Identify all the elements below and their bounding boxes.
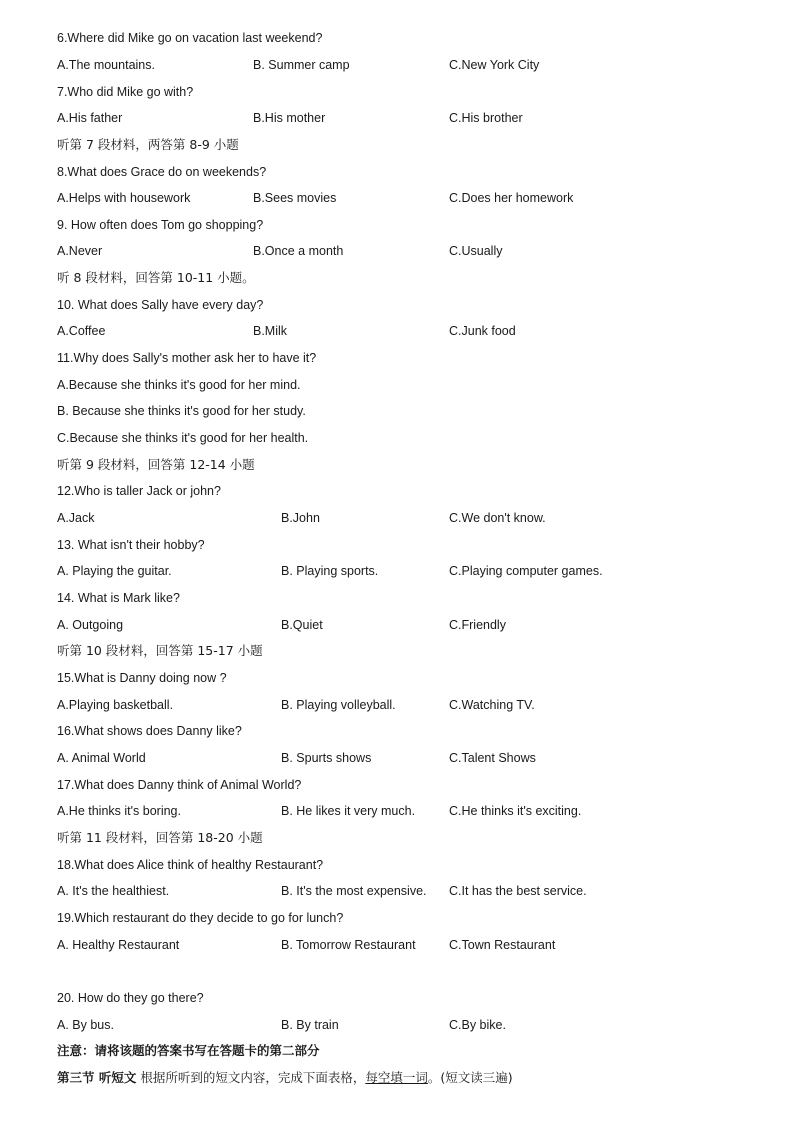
answer-option: A.Jack: [57, 511, 95, 525]
section-heading: 听第 10 段材料，回答第 15-17 小题: [57, 643, 263, 658]
question-text: A.Because she thinks it's good for her mind.: [57, 378, 301, 392]
section3-instr-underline: 每空填一词: [365, 1070, 428, 1085]
answer-option: C.Junk food: [449, 324, 516, 338]
answer-option: A. It's the healthiest.: [57, 884, 170, 898]
question-text: 8.What does Grace do on weekends?: [57, 165, 267, 179]
question-text: 17.What does Danny think of Animal World?: [57, 778, 302, 792]
answer-option: C.Friendly: [449, 618, 506, 632]
answer-option: C.His brother: [449, 111, 523, 125]
answer-option: C.Watching TV.: [449, 698, 535, 712]
answer-option: B.John: [281, 511, 320, 525]
question-text: 10. What does Sally have every day?: [57, 298, 264, 312]
question-text: 7.Who did Mike go with?: [57, 85, 194, 99]
section3-instructions: [57, 1070, 513, 1086]
section-heading: 听第 7 段材料，两答第 8-9 小题: [57, 137, 239, 152]
answer-option: C.He thinks it's exciting.: [449, 804, 582, 818]
answer-option: A.Playing basketball.: [57, 698, 174, 712]
question-text: C.Because she thinks it's good for her health.: [57, 431, 309, 445]
answer-option: B. By train: [281, 1018, 339, 1032]
answer-option: B. Playing volleyball.: [281, 698, 396, 712]
answer-option: A.He thinks it's boring.: [57, 804, 181, 818]
answer-option: C.It has the best service.: [449, 884, 587, 898]
answer-option: B.Once a month: [253, 244, 344, 258]
section-heading: 听第 9 段材料，回答第 12-14 小题: [57, 457, 255, 472]
section3-instr-after: 。(短文读三遍): [427, 1070, 513, 1085]
section3-instr-before: 根据所听到的短文内容，完成下面表格，: [136, 1070, 366, 1085]
answer-option: B.Milk: [253, 324, 288, 338]
answer-note: 注意：请将该题的答案书写在答题卡的第二部分: [57, 1043, 320, 1058]
answer-option: A. Healthy Restaurant: [57, 938, 180, 952]
answer-option: B. Summer camp: [253, 58, 350, 72]
section-heading: 听第 11 段材料，回答第 18-20 小题: [57, 830, 263, 845]
answer-option: B. Spurts shows: [281, 751, 372, 765]
answer-option: A.Coffee: [57, 324, 106, 338]
answer-option: B.Quiet: [281, 618, 323, 632]
answer-option: B. He likes it very much.: [281, 804, 416, 818]
question-text: 20. How do they go there?: [57, 991, 204, 1005]
answer-option: C.By bike.: [449, 1018, 506, 1032]
answer-option: C.Does her homework: [449, 191, 574, 205]
answer-option: B.Sees movies: [253, 191, 337, 205]
answer-option: B. Tomorrow Restaurant: [281, 938, 416, 952]
answer-option: C.Talent Shows: [449, 751, 536, 765]
answer-option: A.The mountains.: [57, 58, 155, 72]
answer-option: A.Never: [57, 244, 103, 258]
answer-option: B. Playing sports.: [281, 564, 379, 578]
answer-option: A. Playing the guitar.: [57, 564, 172, 578]
answer-option: C.We don't know.: [449, 511, 546, 525]
question-text: 16.What shows does Danny like?: [57, 724, 242, 738]
section-heading: 听 8 段材料，回答第 10-11 小题。: [57, 270, 255, 285]
question-text: 18.What does Alice think of healthy Restaurant?: [57, 858, 324, 872]
answer-option: C.Usually: [449, 244, 503, 258]
question-text: 15.What is Danny doing now ?: [57, 671, 227, 685]
answer-option: A. Outgoing: [57, 618, 124, 632]
question-text: 11.Why does Sally's mother ask her to have it?: [57, 351, 317, 365]
question-text: B. Because she thinks it's good for her study.: [57, 404, 306, 418]
answer-option: B. It's the most expensive.: [281, 884, 427, 898]
question-text: 19.Which restaurant do they decide to go for lunch?: [57, 911, 344, 925]
question-text: 14. What is Mark like?: [57, 591, 180, 605]
answer-option: A. Animal World: [57, 751, 146, 765]
answer-option: A.Helps with housework: [57, 191, 191, 205]
question-text: 13. What isn't their hobby?: [57, 538, 205, 552]
answer-option: A.His father: [57, 111, 123, 125]
answer-option: A. By bus.: [57, 1018, 114, 1032]
section3-title: 第三节 听短文: [57, 1070, 137, 1085]
answer-option: C.New York City: [449, 58, 540, 72]
question-text: 9. How often does Tom go shopping?: [57, 218, 264, 232]
answer-option: B.His mother: [253, 111, 326, 125]
question-text: 6.Where did Mike go on vacation last weekend?: [57, 31, 323, 45]
question-text: 12.Who is taller Jack or john?: [57, 484, 221, 498]
answer-option: C.Town Restaurant: [449, 938, 556, 952]
answer-option: C.Playing computer games.: [449, 564, 603, 578]
